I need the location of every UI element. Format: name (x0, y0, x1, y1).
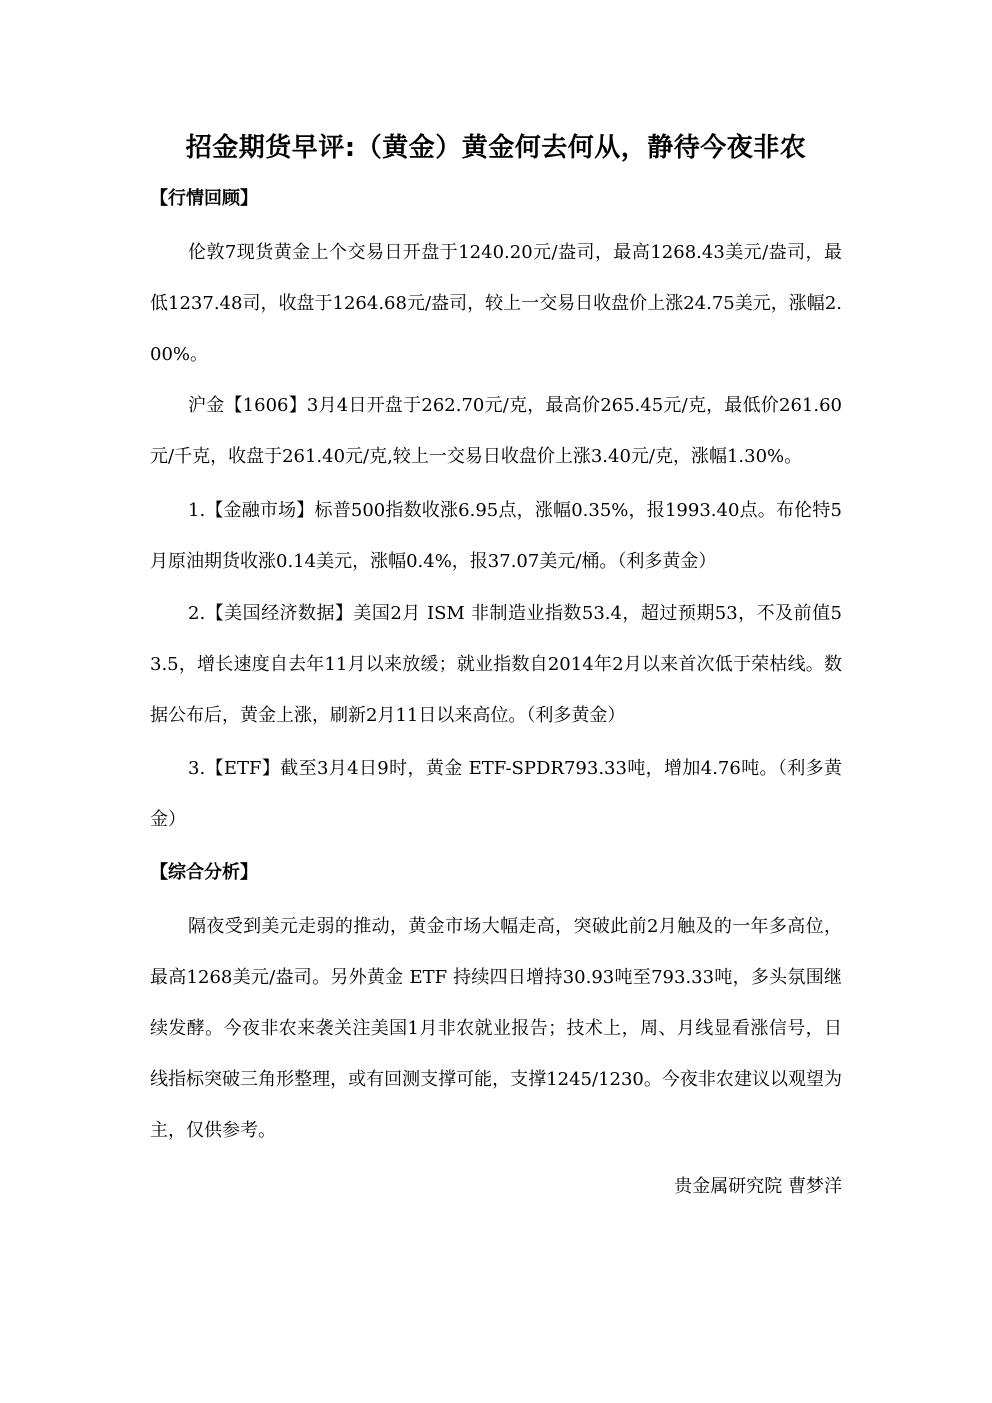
paragraph-analysis: 隔夜受到美元走弱的推动，黄金市场大幅走高，突破此前2月触及的一年多高位，最高1268美元/盎司。另外黄金 ETF 持续四日增持30.93吨至793.33吨，多头氛围继续发酵。今夜非农来袭关注美国1月非农就业报告；技术上，周、月线显看涨信号，日线指标突破三角形整理，或有回测支撑可能，支撑1245/1230。今夜非农建议以观望为主，仅供参考。 (150, 916, 842, 1141)
section-heading-review: 【行情回顾】 (150, 188, 258, 209)
list-item-etf: 3.【ETF】截至3月4日9时，黄金 ETF-SPDR793.33吨，增加4.76吨。（利多黄金） (150, 758, 842, 830)
document-title: 招金期货早评:（黄金）黄金何去何从，静待今夜非农 (185, 133, 807, 163)
author-signature: 贵金属研究院 曹梦洋 (674, 1176, 842, 1197)
paragraph-london-gold: 伦敦7现货黄金上个交易日开盘于1240.20元/盎司，最高1268.43美元/盎司，最低1237.48司，收盘于1264.68元/盎司，较上一交易日收盘价上涨24.75美元，涨幅2.00%。 (150, 242, 842, 365)
paragraph-shanghai-gold: 沪金【1606】3月4日开盘于262.70元/克，最高价265.45元/克，最低价261.60元/千克，收盘于261.40元/克,较上一交易日收盘价上涨3.40元/克，涨幅1.30%。 (150, 395, 842, 467)
section-heading-analysis: 【综合分析】 (150, 862, 258, 883)
list-item-us-economic-data: 2.【美国经济数据】美国2月 ISM 非制造业指数53.4，超过预期53，不及前值53.5，增长速度自去年11月以来放缓；就业指数自2014年2月以来首次低于荣枯线。数据公布后，黄金上涨，刷新2月11日以来高位。（利多黄金） (150, 603, 842, 726)
list-item-financial-market: 1.【金融市场】标普500指数收涨6.95点，涨幅0.35%，报1993.40点。布伦特5月原油期货收涨0.14美元，涨幅0.4%，报37.07美元/桶。（利多黄金） (150, 500, 842, 572)
